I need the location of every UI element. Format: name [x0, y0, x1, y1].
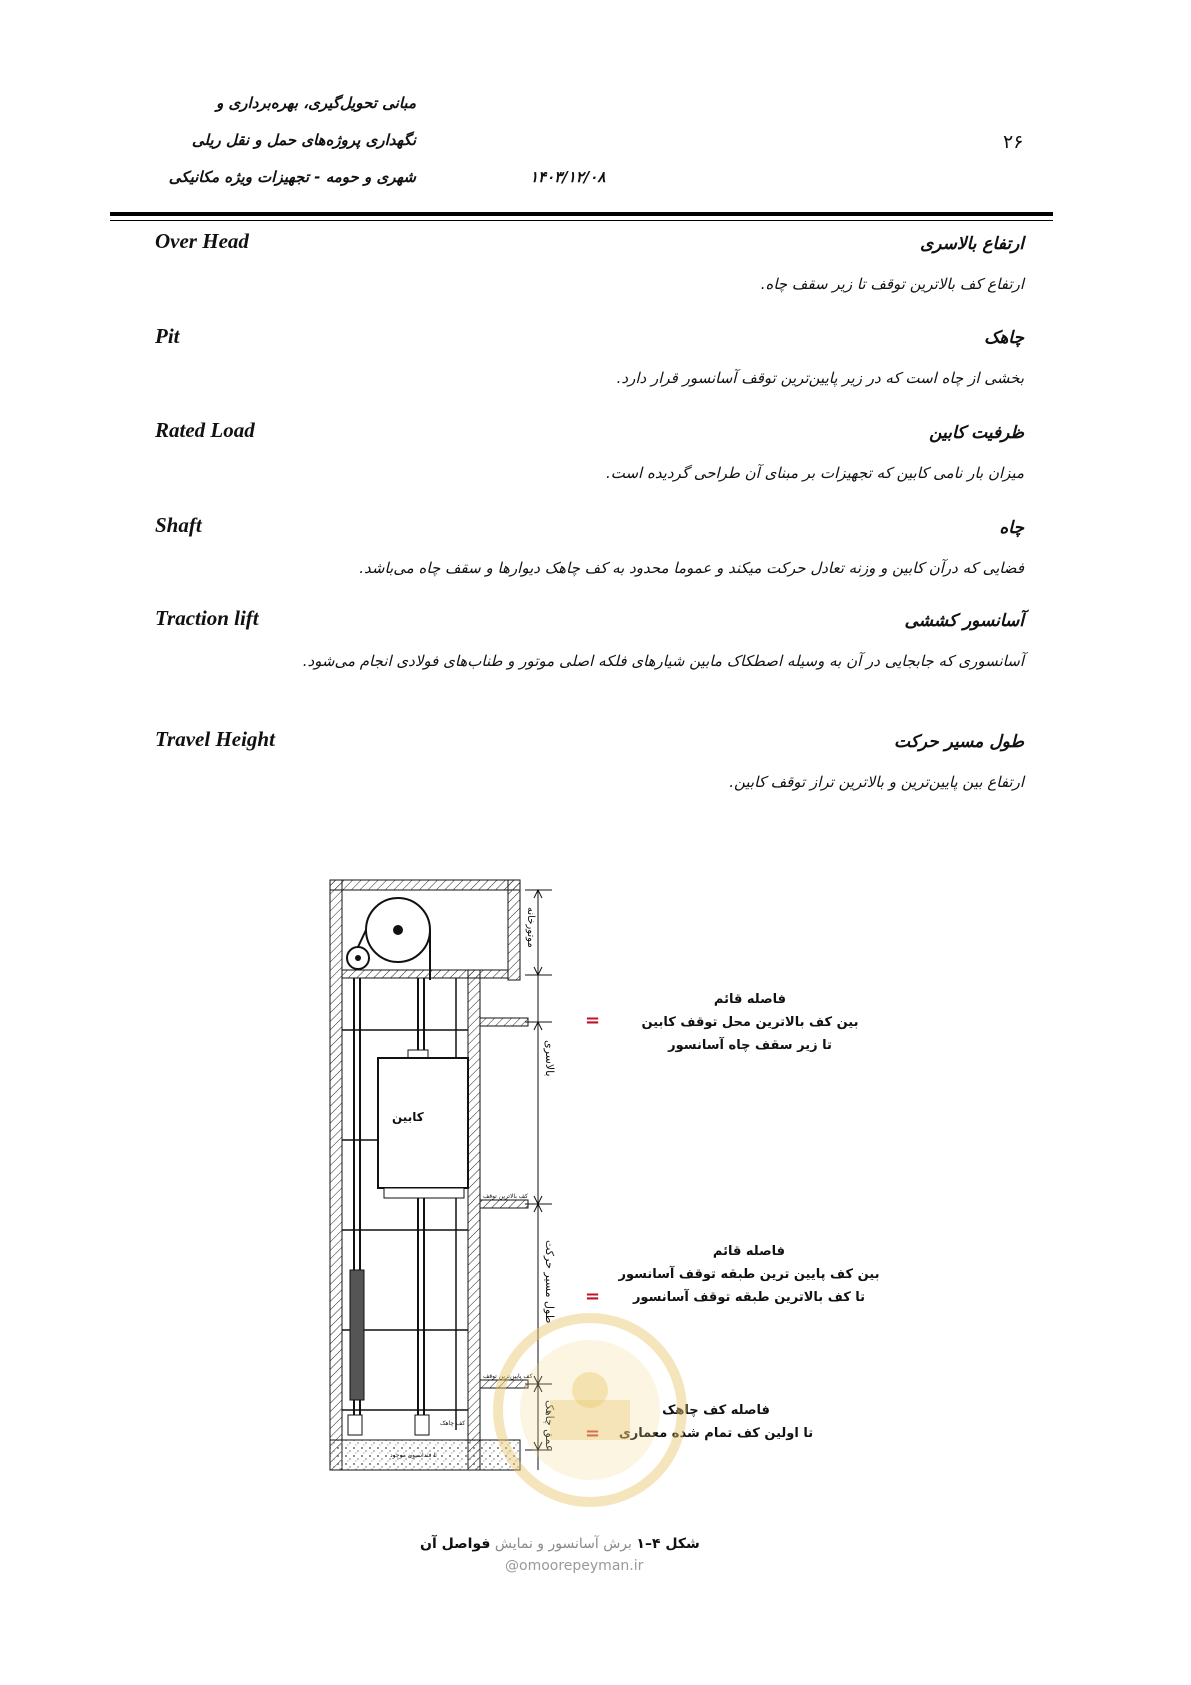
dimension-label-motor-room: موتورخانه	[525, 907, 536, 948]
definition-en-term: Traction lift	[155, 606, 259, 630]
note-line: تا اولین کف تمام شده معماری	[618, 1426, 814, 1441]
page-number: ۲۶	[1003, 131, 1024, 153]
definition-en-term: Shaft	[155, 513, 202, 537]
figure-caption	[420, 1536, 700, 1552]
definition-en-term: Rated Load	[155, 418, 255, 442]
note-line: تا زیر سقف چاه آسانسور	[668, 1038, 832, 1053]
dimension-label-overhead: بالاسری	[543, 1040, 556, 1077]
definition-fa-text: میزان بار نامی کابین که تجهیزات بر مبنای آن طراحی گردیده است.	[605, 464, 1024, 482]
header-line-3: شهری و حومه - تجهیزات ویژه مکانیکی	[168, 168, 416, 186]
definition-en-term: Pit	[155, 324, 180, 348]
note-line: بین کف پایین ترین طبقه توقف آسانسور	[618, 1267, 880, 1282]
caption-prefix: شکل ۴–۱	[636, 1536, 700, 1552]
header-line-1: مبانی تحویل‌گیری، بهره‌برداری و	[216, 94, 416, 112]
watermark-url: @omoorepeyman.ir	[505, 1558, 644, 1574]
definition-fa-title: طول مسیر حرکت	[894, 732, 1024, 752]
cabin-label: کابین	[392, 1110, 424, 1124]
equals-sign: =	[585, 1423, 601, 1444]
header-rule-thick	[110, 212, 1053, 216]
equals-sign: =	[585, 1286, 601, 1307]
definition-fa-text: آسانسوری که جابجایی در آن به وسیله اصطکاک مابین شیارهای فلکه اصلی موتور و طناب‌های فولادی انجام می‌شود.	[302, 652, 1024, 670]
definition-fa-title: ظرفیت کابین	[929, 423, 1024, 443]
ground-label: تا فنداسیون موجود	[390, 1452, 437, 1459]
watermark-seal-icon	[490, 1310, 690, 1510]
floor-label-bottom: کف پایین‌ترین توقف	[483, 1373, 533, 1380]
dimension-label-pit: عمق چاهک	[543, 1400, 556, 1452]
definition-fa-text: ارتفاع بین پایین‌ترین و بالاترین تراز توقف کابین.	[729, 773, 1024, 791]
note-line: فاصله قائم	[712, 1244, 786, 1259]
definition-fa-title: ارتفاع بالاسری	[919, 234, 1024, 254]
header-line-2: نگهداری پروژه‌های حمل و نقل ریلی	[191, 131, 416, 149]
caption-middle: برش آسانسور و نمایش	[494, 1536, 632, 1552]
note-overhead	[620, 992, 880, 1053]
note-line: فاصله کف چاهک	[662, 1403, 770, 1418]
definition-fa-text: بخشی از چاه است که در زیر پایین‌ترین توقف آسانسور قرار دارد.	[616, 369, 1024, 387]
definition-fa-text: ارتفاع کف بالاترین توقف تا زیر سقف چاه.	[760, 275, 1024, 293]
header-date: ۱۴۰۳/۱۲/۰۸	[530, 168, 606, 186]
pit-floor-label: کف چاهک	[440, 1420, 466, 1427]
caption-suffix: فواصل آن	[420, 1536, 491, 1552]
header-rule-thin	[110, 220, 1053, 221]
note-line: تا کف بالاترین طبقه توقف آسانسور	[632, 1290, 866, 1305]
definition-en-term: Over Head	[155, 229, 249, 253]
definition-fa-title: چاهک	[984, 328, 1024, 348]
note-line: فاصله قائم	[713, 992, 787, 1007]
equals-sign: =	[585, 1010, 601, 1031]
definition-en-term: Travel Height	[155, 727, 275, 751]
definition-fa-title: آسانسور کششی	[904, 611, 1024, 631]
definition-fa-title: چاه	[999, 518, 1024, 538]
definition-fa-text: فضایی که درآن کابین و وزنه تعادل حرکت میکند و عموما محدود به کف چاهک دیوارها و سقف چاه می‌باشد.	[359, 559, 1024, 577]
note-line: بین کف بالاترین محل توقف کابین	[641, 1015, 859, 1030]
dimension-label-travel: طول مسیر حرکت	[543, 1240, 556, 1324]
note-travel	[604, 1244, 894, 1305]
floor-label-top: کف بالاترین توقف	[483, 1193, 528, 1200]
